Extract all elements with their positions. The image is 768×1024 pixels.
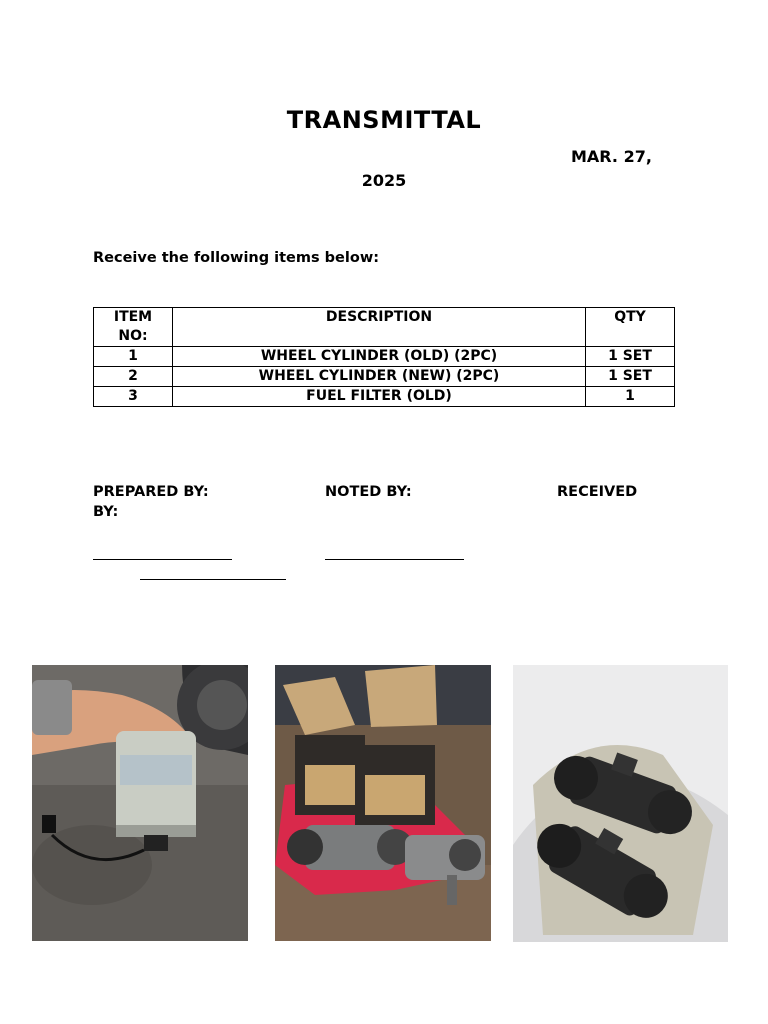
qty-cell: 1 bbox=[586, 387, 675, 407]
intro-text: Receive the following items below: bbox=[93, 250, 380, 266]
noted-by-signature-line bbox=[325, 559, 464, 560]
qty-cell: 1 SET bbox=[586, 347, 675, 367]
header-description: DESCRIPTION bbox=[173, 308, 586, 347]
items-table bbox=[93, 307, 675, 407]
item-no-cell: 2 bbox=[94, 367, 173, 387]
header-item-no: ITEM NO: bbox=[94, 308, 173, 347]
qty-cell: 1 SET bbox=[586, 367, 675, 387]
item-no-cell: 1 bbox=[94, 347, 173, 367]
document-title: TRANSMITTAL bbox=[286, 106, 482, 134]
date-year: 2025 bbox=[361, 171, 407, 190]
prepared-by-label: PREPARED BY: bbox=[93, 484, 209, 500]
description-cell: FUEL FILTER (OLD) bbox=[173, 387, 586, 407]
prepared-by-signature-line bbox=[93, 559, 232, 560]
header-qty: QTY bbox=[586, 308, 675, 347]
item-no-cell: 3 bbox=[94, 387, 173, 407]
table-header-row bbox=[94, 308, 675, 347]
wheel-cylinders-old-photo bbox=[513, 665, 728, 942]
description-cell: WHEEL CYLINDER (OLD) (2PC) bbox=[173, 347, 586, 367]
received-by-label: RECEIVED bbox=[557, 484, 638, 500]
received-by-signature-line bbox=[140, 579, 286, 580]
fuel-filter-photo bbox=[32, 665, 248, 941]
wheel-cylinders-new-photo bbox=[275, 665, 491, 941]
table-row bbox=[94, 347, 675, 367]
received-by-label-continued: BY: bbox=[93, 504, 119, 520]
date-month-day: MAR. 27, bbox=[571, 147, 652, 166]
description-cell: WHEEL CYLINDER (NEW) (2PC) bbox=[173, 367, 586, 387]
table-row bbox=[94, 387, 675, 407]
noted-by-label: NOTED BY: bbox=[325, 484, 412, 500]
table-row bbox=[94, 367, 675, 387]
